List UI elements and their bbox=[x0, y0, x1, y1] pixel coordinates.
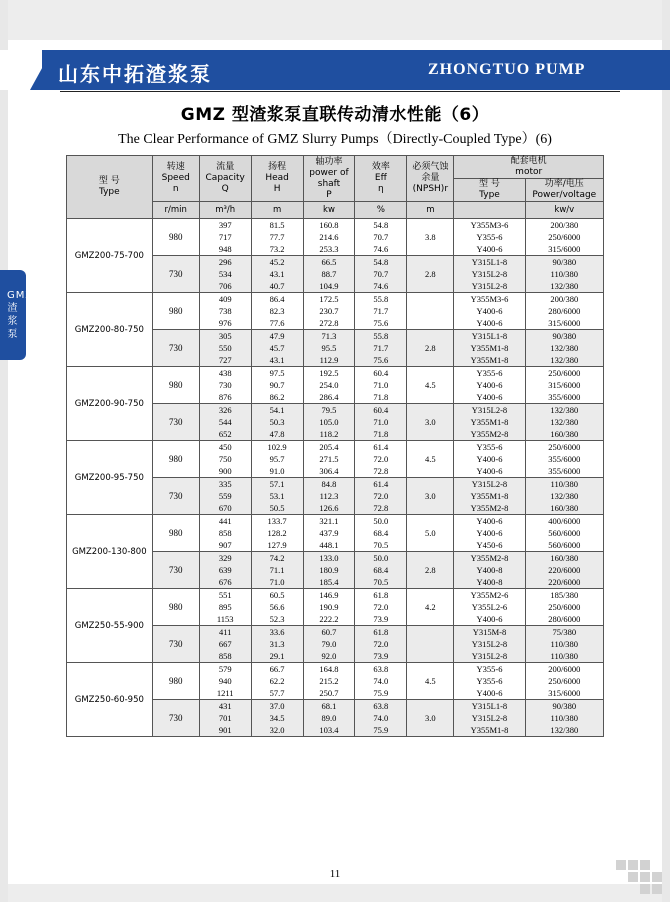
cell-npsh: 5.0 bbox=[407, 515, 454, 552]
th-motor-type: 型 号 Type bbox=[454, 179, 525, 202]
unit-head: m bbox=[251, 202, 303, 219]
cell-eff: 50.0 68.4 70.5 bbox=[355, 515, 407, 552]
cell-capacity: 397 717 948 bbox=[199, 219, 251, 256]
cell-power: 68.1 89.0 103.4 bbox=[303, 700, 355, 737]
cell-eff: 61.4 72.0 72.8 bbox=[355, 478, 407, 515]
cell-eff: 61.4 72.0 72.8 bbox=[355, 441, 407, 478]
th-speed: 转速 Speed n bbox=[152, 156, 199, 202]
header-row-main bbox=[67, 156, 604, 179]
cell-head: 97.5 90.7 86.2 bbox=[251, 367, 303, 404]
cell-head: 57.1 53.1 50.5 bbox=[251, 478, 303, 515]
cell-speed: 980 bbox=[152, 515, 199, 552]
cell-speed: 980 bbox=[152, 219, 199, 256]
cell-capacity: 296 534 706 bbox=[199, 256, 251, 293]
cell-motor-pv: 90/380 110/380 132/380 bbox=[525, 700, 603, 737]
cell-power: 71.3 95.5 112.9 bbox=[303, 330, 355, 367]
table-body bbox=[67, 219, 604, 737]
cell-model: GMZ200-95-750 bbox=[67, 441, 153, 515]
cell-capacity: 305 550 727 bbox=[199, 330, 251, 367]
cell-model: GMZ200-80-750 bbox=[67, 293, 153, 367]
header-triangle-icon bbox=[30, 50, 52, 90]
cell-npsh: 3.0 bbox=[407, 478, 454, 515]
cell-eff: 60.4 71.0 71.8 bbox=[355, 367, 407, 404]
cell-model: GMZ200-130-800 bbox=[67, 515, 153, 589]
cell-power: 60.7 79.0 92.0 bbox=[303, 626, 355, 663]
cell-speed: 730 bbox=[152, 626, 199, 663]
cell-head: 66.7 62.2 57.7 bbox=[251, 663, 303, 700]
cell-npsh: 2.8 bbox=[407, 552, 454, 589]
cell-capacity: 411 667 858 bbox=[199, 626, 251, 663]
table-row bbox=[67, 441, 604, 478]
side-tab-gmz bbox=[0, 270, 34, 360]
cell-motor-type: Y315L1-8 Y315L2-8 Y315L2-8 bbox=[454, 256, 525, 293]
brand-title-en: ZHONGTUO PUMP bbox=[428, 61, 586, 78]
unit-npsh: m bbox=[407, 202, 454, 219]
cell-eff: 63.8 74.0 75.9 bbox=[355, 663, 407, 700]
cell-motor-type: Y355-6 Y400-6 Y400-6 bbox=[454, 367, 525, 404]
th-npsh: 必须气蚀 余量 (NPSH)r bbox=[407, 156, 454, 202]
cell-eff: 60.4 71.0 71.8 bbox=[355, 404, 407, 441]
cell-capacity: 438 730 876 bbox=[199, 367, 251, 404]
cell-capacity: 326 544 652 bbox=[199, 404, 251, 441]
cell-motor-pv: 110/380 132/380 160/380 bbox=[525, 478, 603, 515]
cell-motor-pv: 250/6000 315/6000 355/6000 bbox=[525, 367, 603, 404]
cell-npsh: 3.8 bbox=[407, 219, 454, 256]
page-number: 11 bbox=[329, 868, 341, 880]
th-power: 轴功率 power of shaft P bbox=[303, 156, 355, 202]
unit-power: kw bbox=[303, 202, 355, 219]
table-row bbox=[67, 589, 604, 626]
unit-motor-pv: kw/v bbox=[525, 202, 603, 219]
th-model: 型 号 Type bbox=[67, 156, 153, 219]
cell-speed: 980 bbox=[152, 441, 199, 478]
cell-model: GMZ250-60-950 bbox=[67, 663, 153, 737]
cell-motor-pv: 90/380 132/380 132/380 bbox=[525, 330, 603, 367]
th-head: 扬程 Head H bbox=[251, 156, 303, 202]
cell-power: 84.8 112.3 126.6 bbox=[303, 478, 355, 515]
unit-eff: % bbox=[355, 202, 407, 219]
cell-capacity: 329 639 676 bbox=[199, 552, 251, 589]
cell-motor-type: Y355M2-6 Y355L2-6 Y400-6 bbox=[454, 589, 525, 626]
cell-motor-pv: 160/380 220/6000 220/6000 bbox=[525, 552, 603, 589]
cell-eff: 54.8 70.7 74.6 bbox=[355, 256, 407, 293]
cell-capacity: 431 701 901 bbox=[199, 700, 251, 737]
cell-motor-type: Y400-6 Y400-6 Y450-6 bbox=[454, 515, 525, 552]
page-header bbox=[0, 50, 670, 90]
cell-power: 66.5 88.7 104.9 bbox=[303, 256, 355, 293]
cell-npsh: 3.0 bbox=[407, 700, 454, 737]
table-head bbox=[67, 156, 604, 219]
table-row bbox=[67, 219, 604, 256]
cell-motor-type: Y315L1-8 Y315L2-8 Y355M1-8 bbox=[454, 700, 525, 737]
cell-power: 133.0 180.9 185.4 bbox=[303, 552, 355, 589]
cell-speed: 730 bbox=[152, 404, 199, 441]
performance-table-wrap bbox=[66, 155, 604, 737]
cell-capacity: 450 750 900 bbox=[199, 441, 251, 478]
cell-motor-type: Y355-6 Y355-6 Y400-6 bbox=[454, 663, 525, 700]
cell-capacity: 551 895 1153 bbox=[199, 589, 251, 626]
cell-motor-type: Y315L2-8 Y355M1-8 Y355M2-8 bbox=[454, 478, 525, 515]
cell-head: 81.5 77.7 73.2 bbox=[251, 219, 303, 256]
cell-motor-pv: 400/6000 560/6000 560/6000 bbox=[525, 515, 603, 552]
cell-eff: 61.8 72.0 73.9 bbox=[355, 626, 407, 663]
corner-decoration bbox=[616, 860, 662, 894]
cell-speed: 980 bbox=[152, 293, 199, 330]
table-row bbox=[67, 515, 604, 552]
side-tab-label: GMZ 渣浆泵 bbox=[7, 290, 34, 340]
cell-speed: 980 bbox=[152, 367, 199, 404]
cell-npsh bbox=[407, 293, 454, 330]
unit-speed: r/min bbox=[152, 202, 199, 219]
brand-title-cn: 山东中拓渣浆泵 bbox=[58, 62, 212, 86]
table-row bbox=[67, 293, 604, 330]
cell-speed: 730 bbox=[152, 330, 199, 367]
page-bottom-margin bbox=[0, 884, 670, 902]
cell-capacity: 579 940 1211 bbox=[199, 663, 251, 700]
cell-motor-pv: 250/6000 355/6000 355/6000 bbox=[525, 441, 603, 478]
cell-power: 164.8 215.2 250.7 bbox=[303, 663, 355, 700]
cell-power: 172.5 230.7 272.8 bbox=[303, 293, 355, 330]
page-top-margin bbox=[0, 0, 670, 40]
cell-model: GMZ200-75-700 bbox=[67, 219, 153, 293]
header-rule bbox=[60, 91, 620, 92]
cell-head: 37.0 34.5 32.0 bbox=[251, 700, 303, 737]
cell-motor-pv: 200/380 250/6000 315/6000 bbox=[525, 219, 603, 256]
page-subtitle: The Clear Performance of GMZ Slurry Pumps（Directly-Coupled Type）(6) bbox=[118, 132, 552, 147]
cell-motor-type: Y315L1-8 Y355M1-8 Y355M1-8 bbox=[454, 330, 525, 367]
performance-table bbox=[66, 155, 604, 737]
cell-motor-pv: 75/380 110/380 110/380 bbox=[525, 626, 603, 663]
cell-motor-type: Y355M3-6 Y355-6 Y400-6 bbox=[454, 219, 525, 256]
cell-npsh: 3.0 bbox=[407, 404, 454, 441]
cell-head: 45.2 43.1 40.7 bbox=[251, 256, 303, 293]
cell-head: 133.7 128.2 127.9 bbox=[251, 515, 303, 552]
cell-power: 192.5 254.0 286.4 bbox=[303, 367, 355, 404]
cell-eff: 55.8 71.7 75.6 bbox=[355, 330, 407, 367]
cell-motor-pv: 200/380 280/6000 315/6000 bbox=[525, 293, 603, 330]
cell-npsh: 2.8 bbox=[407, 330, 454, 367]
unit-motor-type bbox=[454, 202, 525, 219]
cell-motor-type: Y355-6 Y400-6 Y400-6 bbox=[454, 441, 525, 478]
cell-motor-type: Y355M2-8 Y400-8 Y400-8 bbox=[454, 552, 525, 589]
cell-eff: 50.0 68.4 70.5 bbox=[355, 552, 407, 589]
th-motor-group: 配套电机 motor bbox=[454, 156, 604, 179]
cell-power: 205.4 271.5 306.4 bbox=[303, 441, 355, 478]
cell-motor-type: Y315M-8 Y315L2-8 Y315L2-8 bbox=[454, 626, 525, 663]
cell-motor-pv: 200/6000 250/6000 315/6000 bbox=[525, 663, 603, 700]
cell-npsh: 4.5 bbox=[407, 367, 454, 404]
cell-speed: 730 bbox=[152, 700, 199, 737]
th-motor-pv: 功率/电压 Power/voltage bbox=[525, 179, 603, 202]
cell-speed: 980 bbox=[152, 589, 199, 626]
cell-power: 146.9 190.9 222.2 bbox=[303, 589, 355, 626]
cell-capacity: 335 559 670 bbox=[199, 478, 251, 515]
cell-head: 102.9 95.7 91.0 bbox=[251, 441, 303, 478]
cell-npsh bbox=[407, 626, 454, 663]
th-capacity: 流量 Capacity Q bbox=[199, 156, 251, 202]
cell-speed: 980 bbox=[152, 663, 199, 700]
th-eff: 效率 Eff η bbox=[355, 156, 407, 202]
cell-speed: 730 bbox=[152, 552, 199, 589]
cell-power: 160.8 214.6 253.3 bbox=[303, 219, 355, 256]
cell-npsh: 4.5 bbox=[407, 441, 454, 478]
unit-capacity: m³/h bbox=[199, 202, 251, 219]
cell-head: 60.5 56.6 52.3 bbox=[251, 589, 303, 626]
cell-head: 33.6 31.3 29.1 bbox=[251, 626, 303, 663]
cell-npsh: 4.5 bbox=[407, 663, 454, 700]
cell-eff: 54.8 70.7 74.6 bbox=[355, 219, 407, 256]
cell-motor-pv: 90/380 110/380 132/380 bbox=[525, 256, 603, 293]
cell-power: 321.1 437.9 448.1 bbox=[303, 515, 355, 552]
cell-motor-type: Y355M3-6 Y400-6 Y400-6 bbox=[454, 293, 525, 330]
cell-motor-pv: 185/380 250/6000 280/6000 bbox=[525, 589, 603, 626]
cell-npsh: 2.8 bbox=[407, 256, 454, 293]
cell-motor-pv: 132/380 132/380 160/380 bbox=[525, 404, 603, 441]
cell-head: 74.2 71.1 71.0 bbox=[251, 552, 303, 589]
cell-model: GMZ200-90-750 bbox=[67, 367, 153, 441]
cell-npsh: 4.2 bbox=[407, 589, 454, 626]
table-row bbox=[67, 663, 604, 700]
cell-speed: 730 bbox=[152, 478, 199, 515]
cell-capacity: 441 858 907 bbox=[199, 515, 251, 552]
cell-head: 47.9 45.7 43.1 bbox=[251, 330, 303, 367]
cell-motor-type: Y315L2-8 Y355M1-8 Y355M2-8 bbox=[454, 404, 525, 441]
cell-eff: 61.8 72.0 73.9 bbox=[355, 589, 407, 626]
cell-capacity: 409 738 976 bbox=[199, 293, 251, 330]
page-title: GMZ 型渣浆泵直联传动清水性能（6） bbox=[180, 105, 490, 125]
cell-eff: 63.8 74.0 75.9 bbox=[355, 700, 407, 737]
cell-eff: 55.8 71.7 75.6 bbox=[355, 293, 407, 330]
cell-head: 54.1 50.3 47.8 bbox=[251, 404, 303, 441]
cell-head: 86.4 82.3 77.6 bbox=[251, 293, 303, 330]
table-row bbox=[67, 367, 604, 404]
cell-power: 79.5 105.0 118.2 bbox=[303, 404, 355, 441]
cell-model: GMZ250-55-900 bbox=[67, 589, 153, 663]
cell-speed: 730 bbox=[152, 256, 199, 293]
